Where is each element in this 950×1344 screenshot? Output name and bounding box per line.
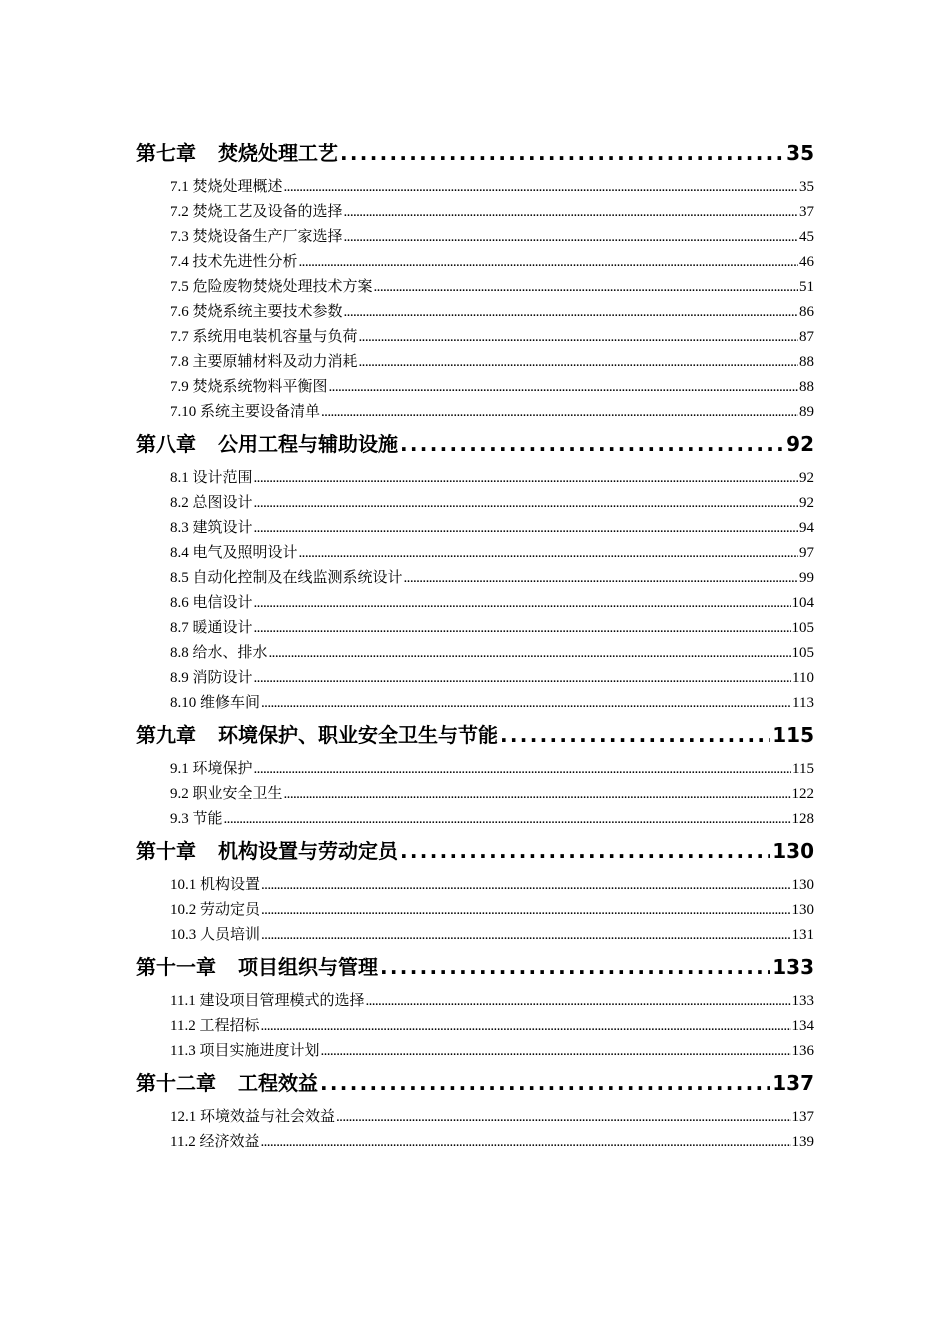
chapter-entry[interactable] — [136, 1067, 814, 1103]
chapter-number: 第十二章 — [136, 1071, 216, 1095]
section-entry[interactable] — [170, 591, 814, 616]
section-label: 8.7 暖通设计 — [170, 620, 253, 636]
section-label: 10.3 人员培训 — [170, 927, 261, 943]
dot-leader — [254, 495, 798, 512]
chapter-title: 环境保护、职业安全卫生与节能 — [218, 723, 498, 747]
section-label: 7.4 技术先进性分析 — [170, 254, 298, 270]
section-label: 12.1 环境效益与社会效益 — [170, 1109, 336, 1125]
dot-leader — [254, 761, 792, 778]
dot-leader — [400, 839, 770, 863]
section-entry[interactable] — [170, 757, 814, 782]
section-page-number: 94 — [799, 520, 814, 536]
section-page-number: 130 — [791, 902, 814, 918]
section-entry[interactable] — [170, 491, 814, 516]
dot-leader — [336, 1109, 790, 1126]
section-page-number: 92 — [799, 495, 814, 511]
dot-leader — [261, 695, 791, 712]
dot-leader — [344, 204, 798, 221]
section-page-number: 97 — [799, 545, 814, 561]
section-label: 8.3 建筑设计 — [170, 520, 253, 536]
section-page-number: 105 — [791, 620, 814, 636]
section-entry[interactable] — [170, 923, 814, 948]
section-page-number: 35 — [799, 179, 814, 195]
section-page-number: 45 — [799, 229, 814, 245]
chapter-page-number: 35 — [786, 141, 814, 165]
dot-leader — [260, 1134, 790, 1151]
chapter-title: 公用工程与辅助设施 — [218, 432, 398, 456]
section-label: 8.2 总图设计 — [170, 495, 253, 511]
section-entry[interactable] — [170, 375, 814, 400]
section-page-number: 86 — [799, 304, 814, 320]
section-page-number: 134 — [791, 1018, 814, 1034]
section-entry[interactable] — [170, 400, 814, 425]
dot-leader — [500, 723, 770, 747]
chapter-page-number: 130 — [772, 839, 814, 863]
section-label: 8.8 给水、排水 — [170, 645, 268, 661]
dot-leader — [340, 141, 784, 165]
dot-leader — [284, 179, 798, 196]
section-entry[interactable] — [170, 200, 814, 225]
section-entry[interactable] — [170, 225, 814, 250]
dot-leader — [344, 304, 798, 321]
section-label: 9.2 职业安全卫生 — [170, 786, 283, 802]
section-label: 11.1 建设项目管理模式的选择 — [170, 993, 365, 1009]
section-page-number: 105 — [791, 645, 814, 661]
section-label: 9.3 节能 — [170, 811, 223, 827]
section-entry[interactable] — [170, 807, 814, 832]
dot-leader — [254, 620, 791, 637]
chapter-page-number: 137 — [772, 1071, 814, 1095]
section-page-number: 122 — [791, 786, 814, 802]
section-page-number: 46 — [799, 254, 814, 270]
section-label: 7.2 焚烧工艺及设备的选择 — [170, 204, 343, 220]
dot-leader — [254, 520, 798, 537]
section-entry[interactable] — [170, 1130, 814, 1155]
section-page-number: 87 — [799, 329, 814, 345]
section-page-number: 137 — [791, 1109, 814, 1125]
section-page-number: 113 — [792, 695, 814, 711]
section-page-number: 115 — [792, 761, 814, 777]
dot-leader — [359, 329, 798, 346]
chapter-entry[interactable] — [136, 951, 814, 987]
dot-leader — [404, 570, 798, 587]
section-page-number: 139 — [791, 1134, 814, 1150]
section-entry[interactable] — [170, 666, 814, 691]
section-entry[interactable] — [170, 782, 814, 807]
section-label: 8.1 设计范围 — [170, 470, 253, 486]
dot-leader — [254, 670, 792, 687]
section-label: 7.6 焚烧系统主要技术参数 — [170, 304, 343, 320]
section-entry[interactable] — [170, 898, 814, 923]
section-label: 8.10 维修车间 — [170, 695, 261, 711]
dot-leader — [299, 254, 798, 271]
dot-leader — [299, 545, 798, 562]
dot-leader — [374, 279, 798, 296]
section-page-number: 130 — [791, 877, 814, 893]
section-label: 7.5 危险废物焚烧处理技术方案 — [170, 279, 373, 295]
section-page-number: 128 — [791, 811, 814, 827]
section-entry[interactable] — [170, 350, 814, 375]
chapter-number: 第八章 — [136, 432, 196, 456]
dot-leader — [320, 1071, 770, 1095]
chapter-number: 第十一章 — [136, 955, 216, 979]
section-entry[interactable] — [170, 873, 814, 898]
section-label: 8.6 电信设计 — [170, 595, 253, 611]
section-label: 11.3 项目实施进度计划 — [170, 1043, 320, 1059]
section-entry[interactable] — [170, 1105, 814, 1130]
section-entry[interactable] — [170, 541, 814, 566]
dot-leader — [380, 955, 770, 979]
section-label: 8.5 自动化控制及在线监测系统设计 — [170, 570, 403, 586]
dot-leader — [261, 877, 790, 894]
section-label: 10.1 机构设置 — [170, 877, 261, 893]
chapter-entry[interactable] — [136, 137, 814, 173]
section-entry[interactable] — [170, 691, 814, 716]
dot-leader — [260, 1018, 790, 1035]
section-entry[interactable] — [170, 616, 814, 641]
dot-leader — [359, 354, 798, 371]
section-page-number: 88 — [799, 379, 814, 395]
section-page-number: 89 — [799, 404, 814, 420]
chapter-entry[interactable] — [136, 428, 814, 464]
table-of-contents — [136, 134, 814, 1155]
dot-leader — [329, 379, 798, 396]
chapter-title: 焚烧处理工艺 — [218, 141, 338, 165]
dot-leader — [320, 1043, 790, 1060]
dot-leader — [224, 811, 791, 828]
section-entry[interactable] — [170, 275, 814, 300]
section-entry[interactable] — [170, 1039, 814, 1064]
section-entry[interactable] — [170, 325, 814, 350]
section-page-number: 136 — [791, 1043, 814, 1059]
chapter-page-number: 115 — [772, 723, 814, 747]
section-label: 7.3 焚烧设备生产厂家选择 — [170, 229, 343, 245]
dot-leader — [254, 470, 798, 487]
dot-leader — [400, 432, 784, 456]
section-page-number: 92 — [799, 470, 814, 486]
section-page-number: 37 — [799, 204, 814, 220]
section-label: 8.9 消防设计 — [170, 670, 253, 686]
chapter-number: 第七章 — [136, 141, 196, 165]
section-label: 7.7 系统用电装机容量与负荷 — [170, 329, 358, 345]
section-label: 8.4 电气及照明设计 — [170, 545, 298, 561]
section-page-number: 131 — [791, 927, 814, 943]
chapter-title: 工程效益 — [238, 1071, 318, 1095]
dot-leader — [269, 645, 791, 662]
chapter-entry[interactable] — [136, 835, 814, 871]
dot-leader — [261, 927, 790, 944]
section-entry[interactable] — [170, 175, 814, 200]
section-label: 11.2 经济效益 — [170, 1134, 260, 1150]
chapter-title: 项目组织与管理 — [238, 955, 378, 979]
section-label: 7.8 主要原辅材料及动力消耗 — [170, 354, 358, 370]
dot-leader — [261, 902, 790, 919]
section-page-number: 99 — [799, 570, 814, 586]
chapter-page-number: 133 — [772, 955, 814, 979]
section-page-number: 104 — [791, 595, 814, 611]
section-entry[interactable] — [170, 516, 814, 541]
section-entry[interactable] — [170, 989, 814, 1014]
chapter-page-number: 92 — [786, 432, 814, 456]
section-label: 10.2 劳动定员 — [170, 902, 261, 918]
section-label: 7.9 焚烧系统物料平衡图 — [170, 379, 328, 395]
section-label: 11.2 工程招标 — [170, 1018, 260, 1034]
chapter-number: 第十章 — [136, 839, 196, 863]
dot-leader — [344, 229, 798, 246]
section-page-number: 51 — [799, 279, 814, 295]
section-label: 9.1 环境保护 — [170, 761, 253, 777]
chapter-entry[interactable] — [136, 719, 814, 755]
section-entry[interactable] — [170, 566, 814, 591]
dot-leader — [365, 993, 790, 1010]
section-entry[interactable] — [170, 641, 814, 666]
dot-leader — [321, 404, 798, 421]
section-page-number: 88 — [799, 354, 814, 370]
chapter-number: 第九章 — [136, 723, 196, 747]
section-entry[interactable] — [170, 466, 814, 491]
section-page-number: 133 — [791, 993, 814, 1009]
chapter-title: 机构设置与劳动定员 — [218, 839, 398, 863]
section-entry[interactable] — [170, 250, 814, 275]
section-entry[interactable] — [170, 300, 814, 325]
section-label: 7.10 系统主要设备清单 — [170, 404, 321, 420]
section-entry[interactable] — [170, 1014, 814, 1039]
dot-leader — [284, 786, 791, 803]
dot-leader — [254, 595, 791, 612]
section-page-number: 110 — [792, 670, 814, 686]
section-label: 7.1 焚烧处理概述 — [170, 179, 283, 195]
